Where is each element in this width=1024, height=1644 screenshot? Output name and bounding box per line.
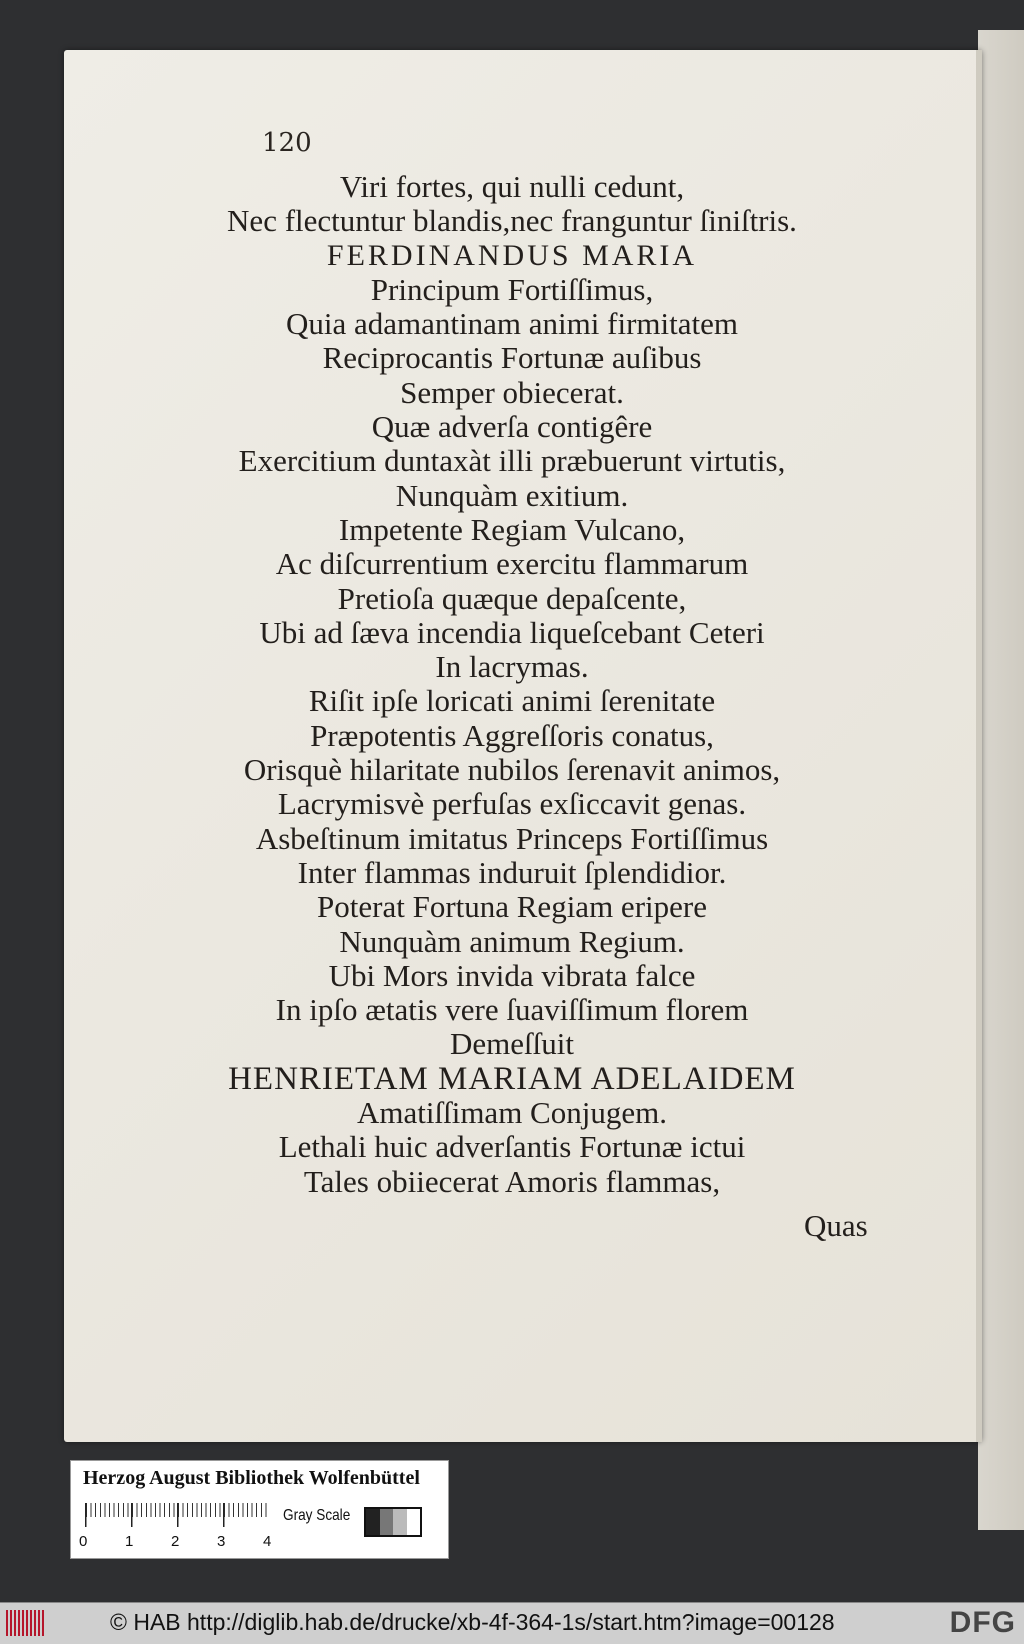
text-line: FERDINANDUS MARIA <box>326 238 698 272</box>
text-line: Exercitium duntaxàt illi præbuerunt virtutis, <box>238 443 786 479</box>
text-line: Lacrymisvè perfuſas exſiccavit genas. <box>277 786 747 822</box>
text-line: Principum Fortiſſimus, <box>370 271 654 307</box>
library-name: Herzog August Bibliothek Wolfenbüttel <box>83 1467 420 1489</box>
text-line: Impetente Regiam Vulcano, <box>338 511 686 547</box>
text-line: Semper obiecerat. <box>400 374 624 410</box>
text-line: In lacrymas. <box>435 649 589 685</box>
text-line: In ipſo ætatis vere ſuaviſſimum florem <box>275 992 749 1028</box>
text-line: Nunquàm exitium. <box>395 477 629 513</box>
scale-number: 2 <box>171 1533 180 1550</box>
page-text <box>0 170 1024 1199</box>
scale-number: 3 <box>217 1533 226 1550</box>
scale-number: 4 <box>263 1533 272 1550</box>
page-number: 120 <box>262 128 312 158</box>
gray-scale-swatch <box>364 1507 422 1537</box>
gray-scale-label: Gray Scale <box>283 1507 351 1524</box>
text-line: Præpotentis Aggreſſoris conatus, <box>310 717 714 753</box>
text-line: Quia adamantinam animi firmitatem <box>286 306 738 342</box>
text-line: Lethali huic adverſantis Fortunæ ictui <box>278 1129 746 1165</box>
copyright-link[interactable]: © HAB http://diglib.hab.de/drucke/xb-4f-364-1s/start.htm?image=00128 <box>110 1609 835 1635</box>
text-line: Inter flammas induruit ſplendidior. <box>297 854 727 890</box>
text-line: Amatiſſimam Conjugem. <box>357 1095 667 1131</box>
catchword: Quas <box>804 1208 868 1243</box>
text-line: Ubi ad ſæva incendia liqueſcebant Ceteri <box>259 614 765 650</box>
text-line: Ubi Mors invida vibrata falce <box>328 957 696 993</box>
text-line: Tales obiiecerat Amoris flammas, <box>303 1163 721 1199</box>
text-line: Pretioſa quæque depaſcente, <box>337 580 687 616</box>
scale-number: 0 <box>79 1533 88 1550</box>
text-line: Quæ adverſa contigêre <box>371 409 653 445</box>
text-line: Ac diſcurrentium exercitu flammarum <box>275 546 749 582</box>
text-line: Reciprocantis Fortunæ auſibus <box>322 340 702 376</box>
dfg-logo: DFG <box>949 1606 1016 1639</box>
text-line: Poterat Fortuna Regiam eripere <box>317 889 707 925</box>
text-line: Viri fortes, qui nulli cedunt, <box>339 169 685 204</box>
hab-logo-icon <box>6 1610 46 1636</box>
scale-number: 1 <box>125 1533 134 1550</box>
text-line: Nec flectuntur blandis,nec franguntur ſiniſtris. <box>227 203 797 239</box>
text-line: Orisquè hilaritate nubilos ſerenavit animos, <box>243 752 781 788</box>
text-line: Riſit ipſe loricati animi ſerenitate <box>308 683 716 719</box>
text-line: Demeſſuit <box>450 1026 574 1062</box>
footer-bar <box>0 1602 1024 1644</box>
text-line: Asbeſtinum imitatus Princeps Fortiſſimus <box>255 820 769 856</box>
scale-ruler-major-ticks <box>85 1503 269 1527</box>
text-line: HENRIETAM MARIAM ADELAIDEM <box>228 1060 796 1097</box>
text-line: Nunquàm animum Regium. <box>339 923 685 959</box>
library-label <box>70 1460 449 1559</box>
